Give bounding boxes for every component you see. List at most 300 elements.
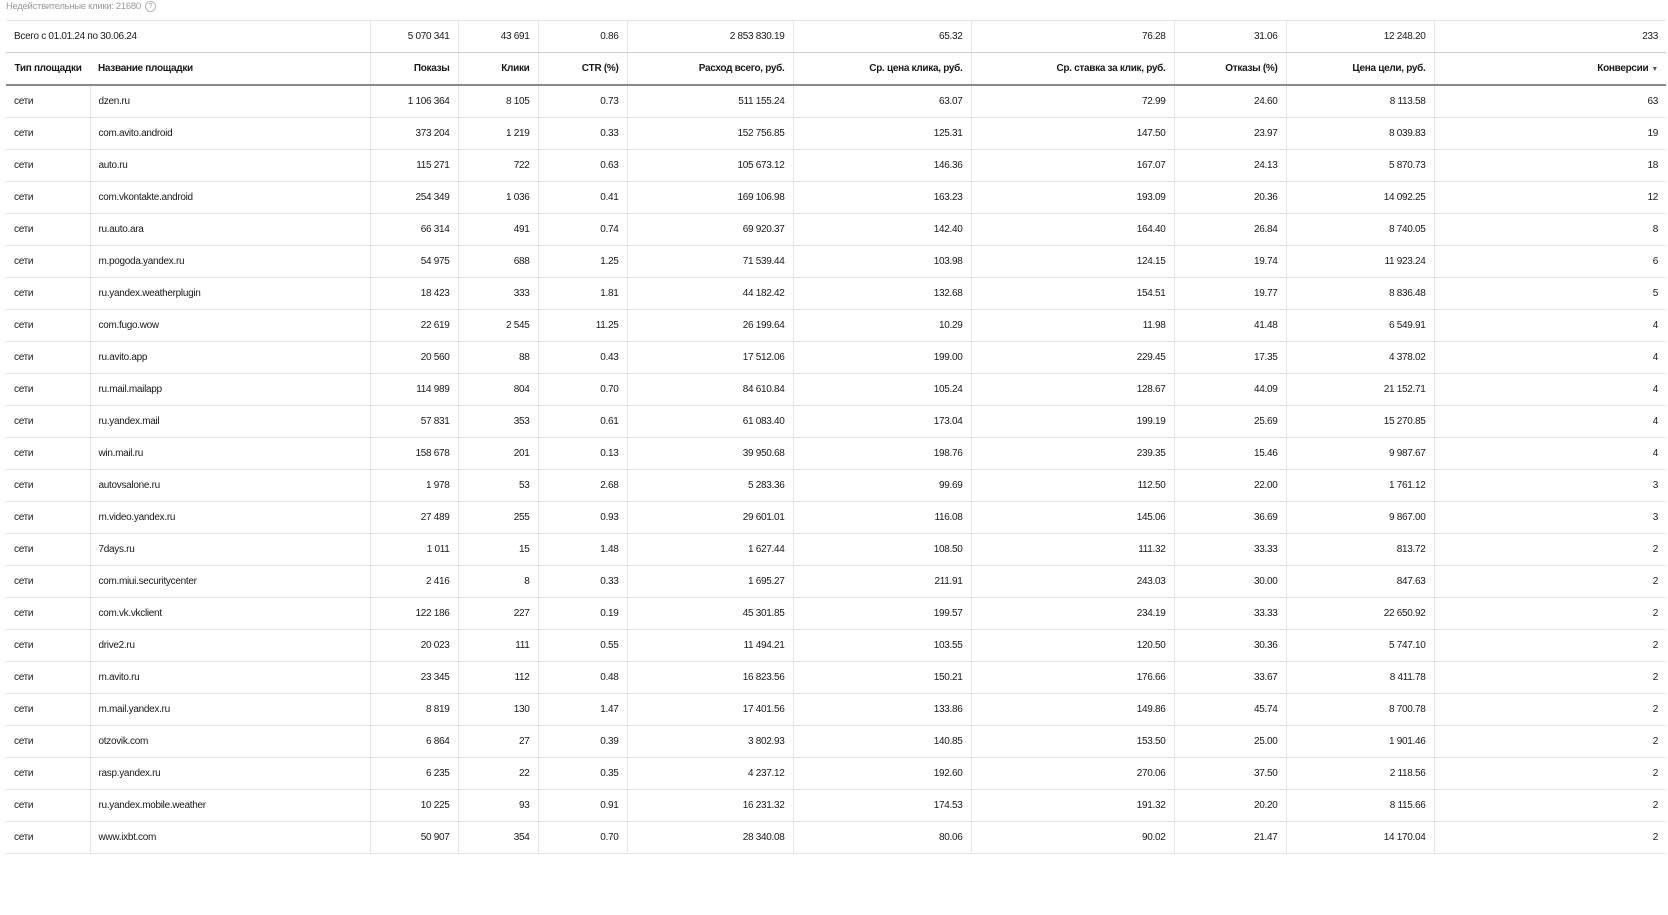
cell-conversions: 8 bbox=[1434, 214, 1666, 246]
cell-avg-bid: 167.07 bbox=[971, 150, 1174, 182]
cell-avg-bid: 176.66 bbox=[971, 662, 1174, 694]
cell-type: сети bbox=[6, 278, 90, 310]
cell-cost: 16 231.32 bbox=[627, 790, 793, 822]
cell-cost: 11 494.21 bbox=[627, 630, 793, 662]
cell-impressions: 54 975 bbox=[370, 246, 458, 278]
cell-type: сети bbox=[6, 342, 90, 374]
cell-cost: 16 823.56 bbox=[627, 662, 793, 694]
cell-avg-cpc: 103.98 bbox=[793, 246, 971, 278]
cell-avg-cpc: 132.68 bbox=[793, 278, 971, 310]
cell-goal-cost: 8 113.58 bbox=[1286, 85, 1434, 118]
cell-impressions: 22 619 bbox=[370, 310, 458, 342]
placements-report-table bbox=[6, 20, 1666, 854]
cell-name[interactable]: autovsalone.ru bbox=[90, 470, 370, 502]
cell-cost: 3 802.93 bbox=[627, 726, 793, 758]
cell-conversions: 2 bbox=[1434, 758, 1666, 790]
cell-impressions: 10 225 bbox=[370, 790, 458, 822]
cell-name[interactable]: com.vkontakte.android bbox=[90, 182, 370, 214]
cell-avg-cpc: 10.29 bbox=[793, 310, 971, 342]
cell-ctr: 0.63 bbox=[538, 150, 627, 182]
cell-avg-cpc: 99.69 bbox=[793, 470, 971, 502]
cell-avg-bid: 147.50 bbox=[971, 118, 1174, 150]
table-row[interactable] bbox=[6, 598, 1666, 630]
cell-ctr: 0.91 bbox=[538, 790, 627, 822]
cell-goal-cost: 1 761.12 bbox=[1286, 470, 1434, 502]
table-row[interactable] bbox=[6, 374, 1666, 406]
cell-type: сети bbox=[6, 662, 90, 694]
totals-cost: 2 853 830.19 bbox=[627, 21, 793, 53]
cell-type: сети bbox=[6, 630, 90, 662]
table-body bbox=[6, 85, 1666, 854]
cell-impressions: 115 271 bbox=[370, 150, 458, 182]
table-row[interactable] bbox=[6, 406, 1666, 438]
cell-avg-cpc: 163.23 bbox=[793, 182, 971, 214]
cell-conversions: 3 bbox=[1434, 470, 1666, 502]
cell-ctr: 0.33 bbox=[538, 566, 627, 598]
cell-clicks: 111 bbox=[458, 630, 538, 662]
cell-goal-cost: 21 152.71 bbox=[1286, 374, 1434, 406]
totals-row bbox=[6, 21, 1666, 53]
table-row[interactable] bbox=[6, 85, 1666, 118]
cell-name[interactable]: m.mail.yandex.ru bbox=[90, 694, 370, 726]
cell-bounce: 24.60 bbox=[1174, 85, 1286, 118]
cell-goal-cost: 2 118.56 bbox=[1286, 758, 1434, 790]
cell-name[interactable]: rasp.yandex.ru bbox=[90, 758, 370, 790]
table-row[interactable] bbox=[6, 534, 1666, 566]
cell-type: сети bbox=[6, 502, 90, 534]
cell-name[interactable]: com.fugo.wow bbox=[90, 310, 370, 342]
cell-conversions: 2 bbox=[1434, 822, 1666, 854]
invalid-clicks-label: Недействительные клики: 21680 bbox=[6, 0, 141, 12]
cell-avg-cpc: 63.07 bbox=[793, 85, 971, 118]
cell-goal-cost: 14 170.04 bbox=[1286, 822, 1434, 854]
cell-conversions: 18 bbox=[1434, 150, 1666, 182]
cell-cost: 71 539.44 bbox=[627, 246, 793, 278]
cell-avg-bid: 234.19 bbox=[971, 598, 1174, 630]
cell-conversions: 4 bbox=[1434, 438, 1666, 470]
cell-name[interactable]: dzen.ru bbox=[90, 85, 370, 118]
column-header-ctr[interactable]: CTR (%) bbox=[538, 53, 627, 86]
cell-ctr: 0.74 bbox=[538, 214, 627, 246]
cell-avg-cpc: 150.21 bbox=[793, 662, 971, 694]
cell-impressions: 57 831 bbox=[370, 406, 458, 438]
column-header-goal-cost[interactable]: Цена цели, руб. bbox=[1286, 53, 1434, 86]
cell-avg-cpc: 211.91 bbox=[793, 566, 971, 598]
cell-type: сети bbox=[6, 470, 90, 502]
cell-name[interactable]: com.avito.android bbox=[90, 118, 370, 150]
cell-type: сети bbox=[6, 566, 90, 598]
table-row[interactable] bbox=[6, 438, 1666, 470]
invalid-clicks-note bbox=[6, 0, 156, 12]
table-row[interactable] bbox=[6, 822, 1666, 854]
cell-type: сети bbox=[6, 310, 90, 342]
cell-goal-cost: 8 411.78 bbox=[1286, 662, 1434, 694]
cell-bounce: 37.50 bbox=[1174, 758, 1286, 790]
cell-cost: 17 401.56 bbox=[627, 694, 793, 726]
cell-avg-bid: 90.02 bbox=[971, 822, 1174, 854]
cell-type: сети bbox=[6, 246, 90, 278]
cell-avg-bid: 164.40 bbox=[971, 214, 1174, 246]
cell-name[interactable]: 7days.ru bbox=[90, 534, 370, 566]
cell-impressions: 6 864 bbox=[370, 726, 458, 758]
cell-impressions: 122 186 bbox=[370, 598, 458, 630]
cell-clicks: 88 bbox=[458, 342, 538, 374]
cell-bounce: 23.97 bbox=[1174, 118, 1286, 150]
cell-clicks: 53 bbox=[458, 470, 538, 502]
cell-bounce: 19.77 bbox=[1174, 278, 1286, 310]
cell-impressions: 2 416 bbox=[370, 566, 458, 598]
cell-cost: 1 695.27 bbox=[627, 566, 793, 598]
cell-goal-cost: 5 870.73 bbox=[1286, 150, 1434, 182]
cell-clicks: 255 bbox=[458, 502, 538, 534]
cell-avg-bid: 72.99 bbox=[971, 85, 1174, 118]
totals-impressions: 5 070 341 bbox=[370, 21, 458, 53]
cell-avg-bid: 191.32 bbox=[971, 790, 1174, 822]
totals-clicks: 43 691 bbox=[458, 21, 538, 53]
cell-clicks: 112 bbox=[458, 662, 538, 694]
cell-name[interactable]: otzovik.com bbox=[90, 726, 370, 758]
cell-type: сети bbox=[6, 406, 90, 438]
cell-name[interactable]: m.video.yandex.ru bbox=[90, 502, 370, 534]
cell-cost: 29 601.01 bbox=[627, 502, 793, 534]
cell-impressions: 158 678 bbox=[370, 438, 458, 470]
cell-bounce: 17.35 bbox=[1174, 342, 1286, 374]
cell-cost: 28 340.08 bbox=[627, 822, 793, 854]
cell-ctr: 0.70 bbox=[538, 822, 627, 854]
cell-impressions: 373 204 bbox=[370, 118, 458, 150]
totals-avg-cpc: 65.32 bbox=[793, 21, 971, 53]
cell-avg-bid: 112.50 bbox=[971, 470, 1174, 502]
cell-impressions: 254 349 bbox=[370, 182, 458, 214]
cell-goal-cost: 8 740.05 bbox=[1286, 214, 1434, 246]
cell-avg-bid: 128.67 bbox=[971, 374, 1174, 406]
cell-goal-cost: 9 987.67 bbox=[1286, 438, 1434, 470]
cell-name[interactable]: ru.auto.ara bbox=[90, 214, 370, 246]
cell-name[interactable]: m.avito.ru bbox=[90, 662, 370, 694]
cell-type: сети bbox=[6, 790, 90, 822]
cell-cost: 45 301.85 bbox=[627, 598, 793, 630]
cell-goal-cost: 22 650.92 bbox=[1286, 598, 1434, 630]
cell-ctr: 11.25 bbox=[538, 310, 627, 342]
cell-conversions: 2 bbox=[1434, 694, 1666, 726]
cell-ctr: 0.39 bbox=[538, 726, 627, 758]
cell-impressions: 20 023 bbox=[370, 630, 458, 662]
cell-name[interactable]: ru.yandex.mail bbox=[90, 406, 370, 438]
cell-cost: 84 610.84 bbox=[627, 374, 793, 406]
cell-avg-bid: 154.51 bbox=[971, 278, 1174, 310]
cell-bounce: 25.69 bbox=[1174, 406, 1286, 438]
cell-clicks: 491 bbox=[458, 214, 538, 246]
cell-conversions: 2 bbox=[1434, 598, 1666, 630]
cell-type: сети bbox=[6, 438, 90, 470]
cell-avg-cpc: 142.40 bbox=[793, 214, 971, 246]
column-header-conversions-label: Конверсии bbox=[1597, 63, 1649, 74]
cell-bounce: 36.69 bbox=[1174, 502, 1286, 534]
table-row[interactable] bbox=[6, 310, 1666, 342]
cell-conversions: 2 bbox=[1434, 790, 1666, 822]
cell-cost: 61 083.40 bbox=[627, 406, 793, 438]
cell-type: сети bbox=[6, 598, 90, 630]
cell-name[interactable]: ru.mail.mailapp bbox=[90, 374, 370, 406]
cell-avg-cpc: 125.31 bbox=[793, 118, 971, 150]
cell-avg-bid: 124.15 bbox=[971, 246, 1174, 278]
cell-type: сети bbox=[6, 374, 90, 406]
cell-clicks: 353 bbox=[458, 406, 538, 438]
column-header-name[interactable]: Название площадки bbox=[90, 53, 370, 86]
cell-ctr: 0.19 bbox=[538, 598, 627, 630]
column-header-conversions[interactable] bbox=[1434, 53, 1666, 86]
cell-bounce: 44.09 bbox=[1174, 374, 1286, 406]
cell-type: сети bbox=[6, 822, 90, 854]
cell-bounce: 30.00 bbox=[1174, 566, 1286, 598]
cell-bounce: 30.36 bbox=[1174, 630, 1286, 662]
column-header-cost[interactable]: Расход всего, руб. bbox=[627, 53, 793, 86]
column-header-impressions[interactable]: Показы bbox=[370, 53, 458, 86]
cell-ctr: 0.70 bbox=[538, 374, 627, 406]
cell-goal-cost: 9 867.00 bbox=[1286, 502, 1434, 534]
cell-avg-bid: 199.19 bbox=[971, 406, 1174, 438]
cell-name[interactable]: com.miui.securitycenter bbox=[90, 566, 370, 598]
cell-avg-bid: 229.45 bbox=[971, 342, 1174, 374]
cell-name[interactable]: auto.ru bbox=[90, 150, 370, 182]
cell-type: сети bbox=[6, 758, 90, 790]
cell-bounce: 19.74 bbox=[1174, 246, 1286, 278]
cell-ctr: 0.61 bbox=[538, 406, 627, 438]
cell-impressions: 114 989 bbox=[370, 374, 458, 406]
table-row[interactable] bbox=[6, 758, 1666, 790]
cell-goal-cost: 5 747.10 bbox=[1286, 630, 1434, 662]
cell-avg-bid: 153.50 bbox=[971, 726, 1174, 758]
column-header-row bbox=[6, 53, 1666, 86]
cell-impressions: 1 106 364 bbox=[370, 85, 458, 118]
cell-ctr: 1.48 bbox=[538, 534, 627, 566]
table-row[interactable] bbox=[6, 470, 1666, 502]
cell-ctr: 0.55 bbox=[538, 630, 627, 662]
cell-cost: 105 673.12 bbox=[627, 150, 793, 182]
cell-type: сети bbox=[6, 118, 90, 150]
cell-conversions: 2 bbox=[1434, 566, 1666, 598]
cell-avg-bid: 11.98 bbox=[971, 310, 1174, 342]
cell-clicks: 1 219 bbox=[458, 118, 538, 150]
cell-ctr: 1.47 bbox=[538, 694, 627, 726]
cell-avg-cpc: 80.06 bbox=[793, 822, 971, 854]
cell-cost: 1 627.44 bbox=[627, 534, 793, 566]
table-row[interactable] bbox=[6, 150, 1666, 182]
cell-cost: 169 106.98 bbox=[627, 182, 793, 214]
table-row[interactable] bbox=[6, 694, 1666, 726]
cell-impressions: 23 345 bbox=[370, 662, 458, 694]
totals-label: Всего с 01.01.24 по 30.06.24 bbox=[6, 21, 370, 53]
cell-clicks: 804 bbox=[458, 374, 538, 406]
cell-bounce: 33.67 bbox=[1174, 662, 1286, 694]
cell-bounce: 41.48 bbox=[1174, 310, 1286, 342]
table-row[interactable] bbox=[6, 630, 1666, 662]
cell-cost: 44 182.42 bbox=[627, 278, 793, 310]
column-header-avg-cpc[interactable]: Ср. цена клика, руб. bbox=[793, 53, 971, 86]
cell-impressions: 18 423 bbox=[370, 278, 458, 310]
cell-clicks: 130 bbox=[458, 694, 538, 726]
cell-avg-bid: 120.50 bbox=[971, 630, 1174, 662]
cell-conversions: 4 bbox=[1434, 310, 1666, 342]
cell-conversions: 2 bbox=[1434, 534, 1666, 566]
cell-type: сети bbox=[6, 182, 90, 214]
table-row[interactable] bbox=[6, 118, 1666, 150]
sort-desc-icon[interactable]: ▼ bbox=[1651, 66, 1659, 73]
cell-conversions: 63 bbox=[1434, 85, 1666, 118]
cell-clicks: 15 bbox=[458, 534, 538, 566]
cell-ctr: 1.25 bbox=[538, 246, 627, 278]
cell-goal-cost: 8 115.66 bbox=[1286, 790, 1434, 822]
cell-bounce: 33.33 bbox=[1174, 598, 1286, 630]
cell-impressions: 50 907 bbox=[370, 822, 458, 854]
cell-conversions: 4 bbox=[1434, 342, 1666, 374]
cell-avg-cpc: 199.57 bbox=[793, 598, 971, 630]
table-row[interactable] bbox=[6, 214, 1666, 246]
cell-avg-cpc: 116.08 bbox=[793, 502, 971, 534]
cell-clicks: 688 bbox=[458, 246, 538, 278]
table-row[interactable] bbox=[6, 278, 1666, 310]
cell-impressions: 66 314 bbox=[370, 214, 458, 246]
cell-avg-bid: 145.06 bbox=[971, 502, 1174, 534]
cell-goal-cost: 1 901.46 bbox=[1286, 726, 1434, 758]
cell-bounce: 24.13 bbox=[1174, 150, 1286, 182]
table-row[interactable] bbox=[6, 342, 1666, 374]
cell-bounce: 25.00 bbox=[1174, 726, 1286, 758]
cell-conversions: 2 bbox=[1434, 662, 1666, 694]
cell-avg-bid: 111.32 bbox=[971, 534, 1174, 566]
cell-avg-cpc: 174.53 bbox=[793, 790, 971, 822]
cell-avg-cpc: 192.60 bbox=[793, 758, 971, 790]
cell-goal-cost: 813.72 bbox=[1286, 534, 1434, 566]
cell-avg-bid: 239.35 bbox=[971, 438, 1174, 470]
cell-impressions: 20 560 bbox=[370, 342, 458, 374]
cell-name[interactable]: com.vk.vkclient bbox=[90, 598, 370, 630]
cell-cost: 39 950.68 bbox=[627, 438, 793, 470]
cell-conversions: 19 bbox=[1434, 118, 1666, 150]
table-row[interactable] bbox=[6, 790, 1666, 822]
cell-goal-cost: 15 270.85 bbox=[1286, 406, 1434, 438]
cell-name[interactable]: ru.yandex.weatherplugin bbox=[90, 278, 370, 310]
cell-goal-cost: 8 836.48 bbox=[1286, 278, 1434, 310]
table-row[interactable] bbox=[6, 566, 1666, 598]
cell-goal-cost: 8 039.83 bbox=[1286, 118, 1434, 150]
cell-impressions: 8 819 bbox=[370, 694, 458, 726]
totals-conversions: 233 bbox=[1434, 21, 1666, 53]
cell-ctr: 0.48 bbox=[538, 662, 627, 694]
cell-ctr: 0.33 bbox=[538, 118, 627, 150]
cell-bounce: 22.00 bbox=[1174, 470, 1286, 502]
cell-ctr: 0.41 bbox=[538, 182, 627, 214]
cell-bounce: 21.47 bbox=[1174, 822, 1286, 854]
cell-name[interactable]: ru.yandex.mobile.weather bbox=[90, 790, 370, 822]
cell-ctr: 0.93 bbox=[538, 502, 627, 534]
column-header-clicks[interactable]: Клики bbox=[458, 53, 538, 86]
cell-conversions: 2 bbox=[1434, 726, 1666, 758]
cell-avg-cpc: 140.85 bbox=[793, 726, 971, 758]
cell-bounce: 20.20 bbox=[1174, 790, 1286, 822]
cell-clicks: 2 545 bbox=[458, 310, 538, 342]
cell-ctr: 0.43 bbox=[538, 342, 627, 374]
cell-cost: 511 155.24 bbox=[627, 85, 793, 118]
totals-ctr: 0.86 bbox=[538, 21, 627, 53]
cell-clicks: 227 bbox=[458, 598, 538, 630]
cell-conversions: 3 bbox=[1434, 502, 1666, 534]
cell-type: сети bbox=[6, 694, 90, 726]
cell-name[interactable]: drive2.ru bbox=[90, 630, 370, 662]
cell-name[interactable]: win.mail.ru bbox=[90, 438, 370, 470]
cell-cost: 26 199.64 bbox=[627, 310, 793, 342]
cell-goal-cost: 14 092.25 bbox=[1286, 182, 1434, 214]
cell-avg-cpc: 146.36 bbox=[793, 150, 971, 182]
cell-clicks: 354 bbox=[458, 822, 538, 854]
cell-bounce: 45.74 bbox=[1174, 694, 1286, 726]
cell-goal-cost: 8 700.78 bbox=[1286, 694, 1434, 726]
cell-type: сети bbox=[6, 85, 90, 118]
table-row[interactable] bbox=[6, 726, 1666, 758]
table-row[interactable] bbox=[6, 662, 1666, 694]
cell-impressions: 1 011 bbox=[370, 534, 458, 566]
table-row[interactable] bbox=[6, 182, 1666, 214]
cell-conversions: 4 bbox=[1434, 374, 1666, 406]
cell-name[interactable]: ru.avito.app bbox=[90, 342, 370, 374]
cell-name[interactable]: m.pogoda.yandex.ru bbox=[90, 246, 370, 278]
cell-clicks: 27 bbox=[458, 726, 538, 758]
cell-bounce: 20.36 bbox=[1174, 182, 1286, 214]
totals-bounce: 31.06 bbox=[1174, 21, 1286, 53]
column-header-type[interactable]: Тип площадки bbox=[6, 53, 90, 86]
cell-goal-cost: 4 378.02 bbox=[1286, 342, 1434, 374]
cell-ctr: 0.35 bbox=[538, 758, 627, 790]
cell-avg-cpc: 199.00 bbox=[793, 342, 971, 374]
cell-impressions: 1 978 bbox=[370, 470, 458, 502]
table-row[interactable] bbox=[6, 502, 1666, 534]
cell-cost: 152 756.85 bbox=[627, 118, 793, 150]
cell-avg-cpc: 198.76 bbox=[793, 438, 971, 470]
column-header-avg-bid[interactable]: Ср. ставка за клик, руб. bbox=[971, 53, 1174, 86]
cell-avg-bid: 149.86 bbox=[971, 694, 1174, 726]
cell-conversions: 5 bbox=[1434, 278, 1666, 310]
cell-avg-cpc: 108.50 bbox=[793, 534, 971, 566]
cell-avg-cpc: 133.86 bbox=[793, 694, 971, 726]
cell-cost: 5 283.36 bbox=[627, 470, 793, 502]
table-row[interactable] bbox=[6, 246, 1666, 278]
cell-cost: 69 920.37 bbox=[627, 214, 793, 246]
cell-type: сети bbox=[6, 726, 90, 758]
cell-avg-bid: 243.03 bbox=[971, 566, 1174, 598]
column-header-bounce[interactable]: Отказы (%) bbox=[1174, 53, 1286, 86]
cell-conversions: 12 bbox=[1434, 182, 1666, 214]
cell-avg-cpc: 173.04 bbox=[793, 406, 971, 438]
help-icon[interactable]: ? bbox=[145, 1, 156, 12]
cell-goal-cost: 6 549.91 bbox=[1286, 310, 1434, 342]
cell-ctr: 1.81 bbox=[538, 278, 627, 310]
cell-cost: 4 237.12 bbox=[627, 758, 793, 790]
cell-name[interactable]: www.ixbt.com bbox=[90, 822, 370, 854]
cell-bounce: 15.46 bbox=[1174, 438, 1286, 470]
cell-bounce: 26.84 bbox=[1174, 214, 1286, 246]
cell-impressions: 6 235 bbox=[370, 758, 458, 790]
cell-avg-cpc: 103.55 bbox=[793, 630, 971, 662]
totals-goal-cost: 12 248.20 bbox=[1286, 21, 1434, 53]
cell-avg-bid: 193.09 bbox=[971, 182, 1174, 214]
cell-clicks: 93 bbox=[458, 790, 538, 822]
cell-clicks: 722 bbox=[458, 150, 538, 182]
cell-ctr: 2.68 bbox=[538, 470, 627, 502]
cell-conversions: 4 bbox=[1434, 406, 1666, 438]
cell-impressions: 27 489 bbox=[370, 502, 458, 534]
cell-type: сети bbox=[6, 534, 90, 566]
totals-avg-bid: 76.28 bbox=[971, 21, 1174, 53]
